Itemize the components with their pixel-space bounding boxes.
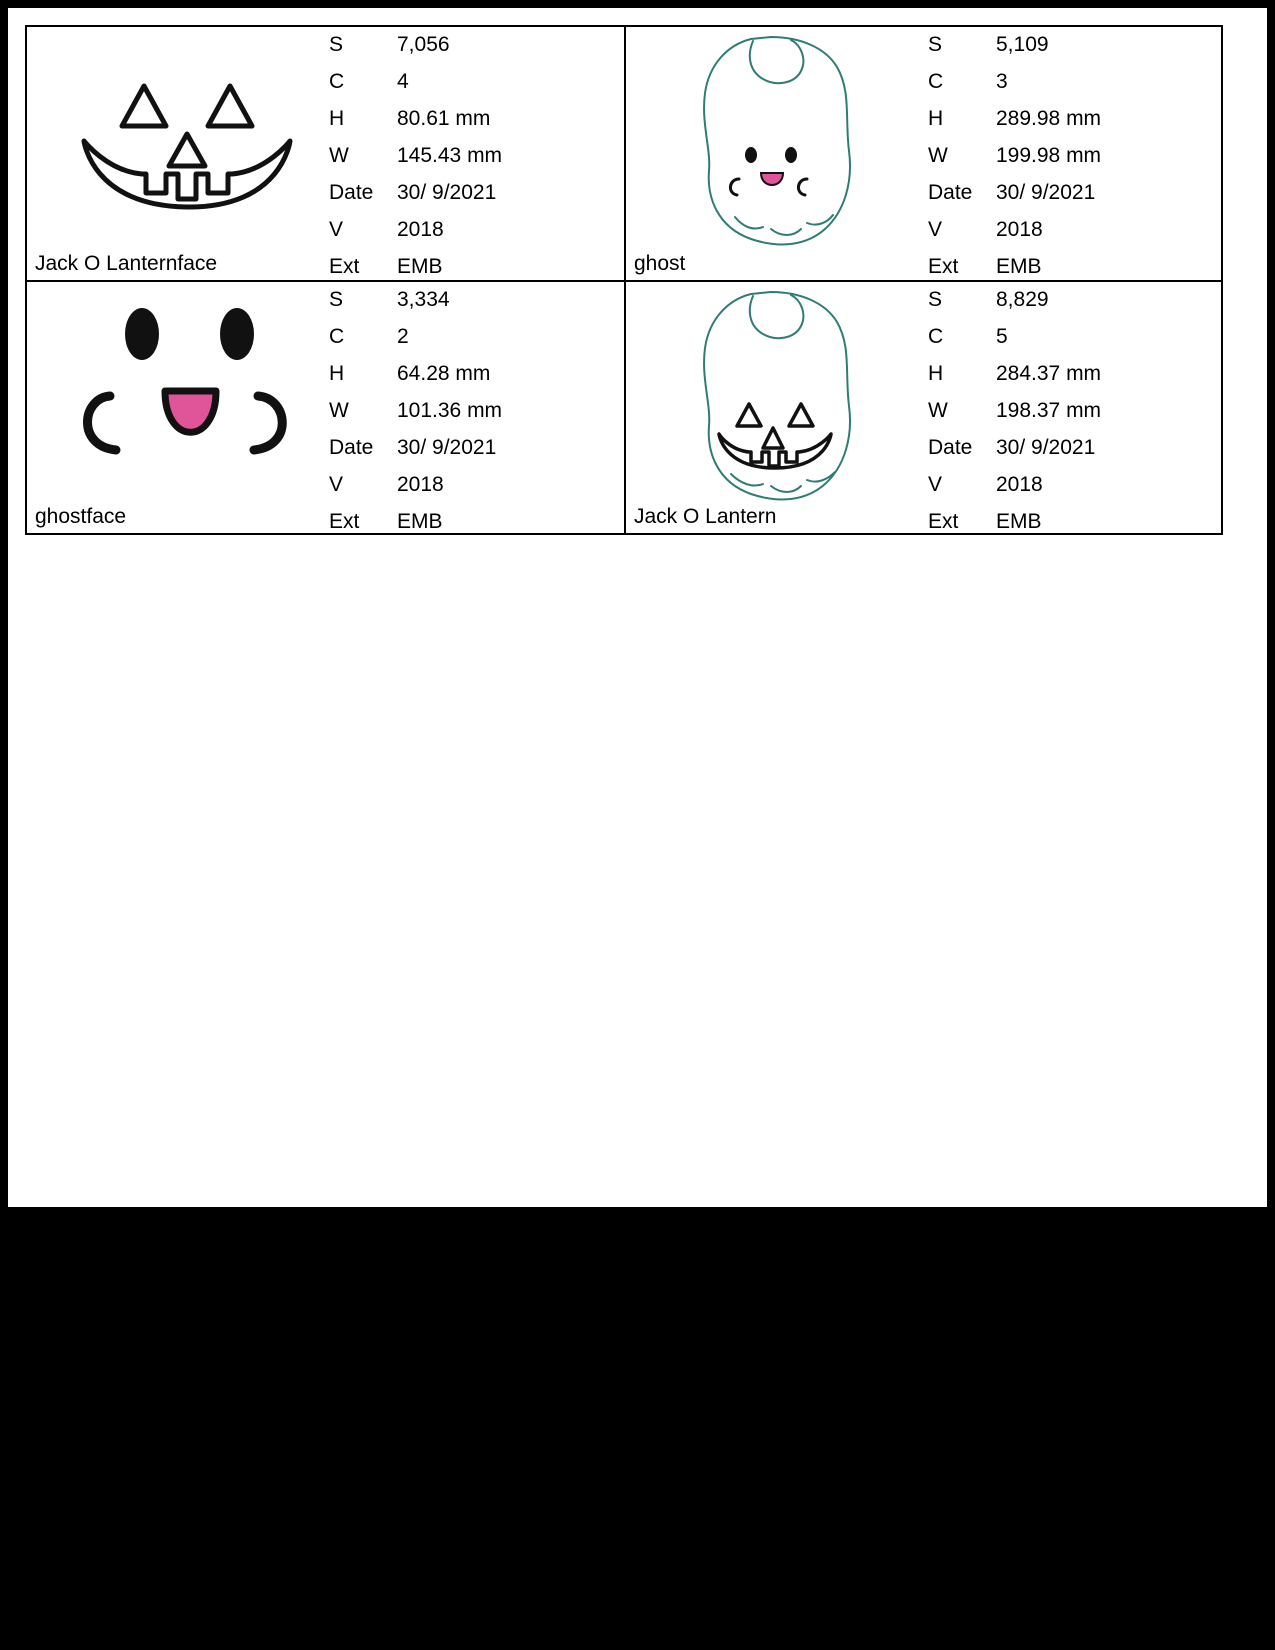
spec-version — [329, 218, 624, 255]
design-name: ghost — [634, 252, 686, 275]
design-artwork — [626, 27, 916, 280]
spec-height — [928, 362, 1221, 399]
design-grid — [25, 25, 1223, 535]
spec-label: W — [329, 144, 349, 167]
spec-height — [329, 362, 624, 399]
design-cell — [27, 280, 624, 533]
design-specs — [317, 27, 624, 280]
design-name: ghostface — [35, 505, 127, 528]
spec-value: 2018 — [397, 218, 444, 241]
spec-label: V — [928, 473, 943, 496]
design-artwork — [27, 27, 317, 280]
spec-width — [329, 144, 624, 181]
spec-label: S — [928, 33, 943, 56]
spec-value: 5,109 — [996, 33, 1049, 56]
spec-colors — [928, 70, 1221, 107]
spec-value: 2018 — [397, 473, 444, 496]
ghost-face-art — [32, 286, 312, 511]
spec-value: 3,334 — [397, 288, 450, 311]
ghost-face-eyes — [125, 308, 254, 360]
spec-value: 2 — [397, 325, 409, 348]
spec-ext — [329, 255, 624, 280]
spec-stitches — [928, 288, 1221, 325]
spec-colors — [329, 325, 624, 362]
spec-date — [928, 181, 1221, 218]
spec-value: EMB — [397, 510, 443, 533]
spec-stitches — [928, 33, 1221, 70]
spec-height — [329, 107, 624, 144]
spec-width — [928, 144, 1221, 181]
spec-label: Date — [928, 436, 973, 459]
spec-label: H — [928, 362, 944, 385]
spec-label: S — [329, 33, 344, 56]
spec-stitches — [329, 33, 624, 70]
spec-label: V — [329, 473, 344, 496]
spec-value: 4 — [397, 70, 409, 93]
spec-value: 145.43 mm — [397, 144, 503, 167]
spec-value: 2018 — [996, 218, 1043, 241]
spec-label: C — [329, 325, 345, 348]
spec-value: 198.37 mm — [996, 399, 1102, 422]
spec-label: V — [928, 218, 943, 241]
spec-width — [928, 399, 1221, 436]
spec-label: W — [928, 399, 948, 422]
spec-value: 80.61 mm — [397, 107, 491, 130]
spec-value: 284.37 mm — [996, 362, 1102, 385]
spec-value: 3 — [996, 70, 1008, 93]
spec-value: 101.36 mm — [397, 399, 503, 422]
spec-ext — [329, 510, 624, 533]
design-specs — [916, 27, 1221, 280]
spec-value: EMB — [996, 255, 1042, 278]
jack-o-lantern-bib-art — [631, 286, 911, 521]
spec-ext — [928, 510, 1221, 533]
spec-label: C — [928, 325, 944, 348]
design-cell — [624, 27, 1221, 280]
spec-label: C — [928, 70, 944, 93]
spec-label: V — [329, 218, 344, 241]
spec-stitches — [329, 288, 624, 325]
spec-value: 5 — [996, 325, 1008, 348]
design-cell — [27, 27, 624, 280]
spec-value: 64.28 mm — [397, 362, 491, 385]
spec-label: H — [329, 362, 345, 385]
spec-value: 2018 — [996, 473, 1043, 496]
ghost-face-tongue — [165, 391, 216, 432]
design-specs — [317, 282, 624, 533]
spec-label: W — [928, 144, 948, 167]
spec-label: Ext — [928, 510, 959, 533]
spec-label: H — [329, 107, 345, 130]
spec-value: 30/ 9/2021 — [996, 436, 1096, 459]
design-artwork — [626, 282, 916, 533]
jack-o-lantern-face-art — [32, 31, 312, 261]
spec-label: W — [329, 399, 349, 422]
spec-label: Ext — [329, 255, 360, 278]
spec-label: Date — [928, 181, 973, 204]
spec-height — [928, 107, 1221, 144]
spec-version — [329, 473, 624, 510]
spec-date — [928, 436, 1221, 473]
spec-version — [928, 473, 1221, 510]
spec-colors — [329, 70, 624, 107]
spec-label: Date — [329, 181, 374, 204]
spec-value: 30/ 9/2021 — [397, 436, 497, 459]
spec-label: Ext — [928, 255, 959, 278]
design-artwork — [27, 282, 317, 533]
spec-value: 289.98 mm — [996, 107, 1102, 130]
design-cell — [624, 280, 1221, 533]
spec-value: 7,056 — [397, 33, 450, 56]
design-specs — [916, 282, 1221, 533]
spec-value: EMB — [996, 510, 1042, 533]
spec-ext — [928, 255, 1221, 280]
spec-date — [329, 436, 624, 473]
spec-label: Ext — [329, 510, 360, 533]
spec-date — [329, 181, 624, 218]
spec-value: EMB — [397, 255, 443, 278]
spec-value: 199.98 mm — [996, 144, 1102, 167]
ghost-eyes — [745, 147, 797, 163]
spec-label: Date — [329, 436, 374, 459]
spec-value: 30/ 9/2021 — [397, 181, 497, 204]
ghost-bib-art — [631, 31, 911, 266]
spec-version — [928, 218, 1221, 255]
spec-label: C — [329, 70, 345, 93]
design-name: Jack O Lanternface — [35, 252, 218, 275]
design-name: Jack O Lantern — [634, 505, 777, 528]
spec-width — [329, 399, 624, 436]
spec-label: S — [329, 288, 344, 311]
spec-label: S — [928, 288, 943, 311]
spec-colors — [928, 325, 1221, 362]
spec-label: H — [928, 107, 944, 130]
ghost-tongue — [761, 173, 783, 185]
spec-value: 8,829 — [996, 288, 1049, 311]
document-page — [8, 8, 1267, 1207]
spec-value: 30/ 9/2021 — [996, 181, 1096, 204]
